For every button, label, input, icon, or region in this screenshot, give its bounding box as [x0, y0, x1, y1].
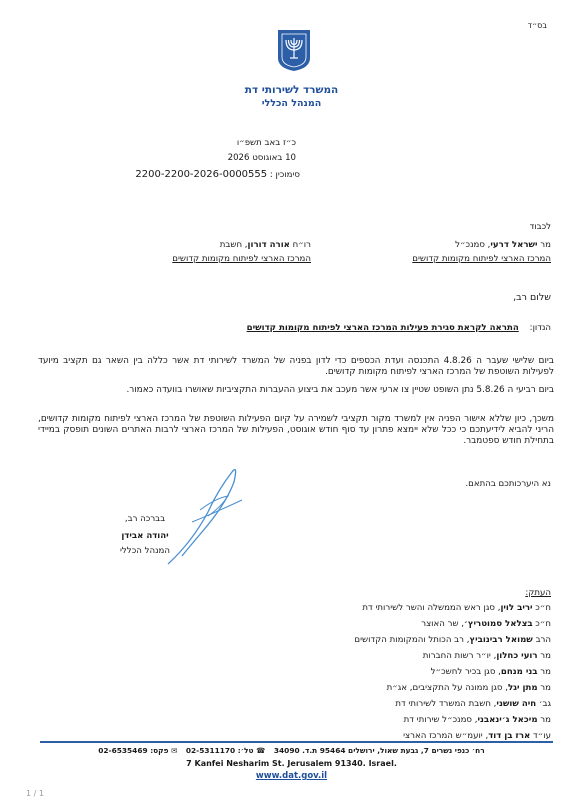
cc-role: , סגן ממונה על התקציבים, אג״ת [386, 683, 508, 693]
cc-name: מתן יגל [507, 683, 538, 693]
website-link[interactable]: www.dat.gov.il [255, 771, 328, 781]
to-label: לכבוד [529, 222, 551, 232]
footer-rule [40, 741, 553, 743]
cc-prefix: מר [540, 715, 551, 725]
footer-address-en: 7 Kanfei Nesharim St. Jerusalem 91340. Israel. [186, 759, 397, 768]
bsd-mark: בס״ד [527, 21, 547, 30]
recipient-1 [455, 240, 551, 251]
reference-number: 2200-2200-2026-0000555 [135, 169, 268, 180]
cc-label: העתק: [525, 588, 551, 598]
cc-name: מיכאל ג׳ינאבני [477, 715, 538, 725]
cc-prefix: ח״כ [535, 619, 551, 629]
cc-name: בני מנחם [500, 667, 538, 677]
cc-prefix: עו״ד [533, 731, 551, 741]
recipient-name: אורה דורון [247, 240, 290, 250]
cc-prefix: מר [540, 667, 551, 677]
cc-item [431, 667, 551, 678]
cc-prefix: הרב [535, 635, 551, 645]
reference-line [90, 169, 300, 181]
cc-role: , רב הכותל והמקומות הקדושים [354, 635, 470, 645]
recipient-name: ישראל דרעי [490, 240, 538, 250]
cc-role: , שר האוצר [421, 619, 465, 629]
footer-phone: טל׳: 02-5311170 [185, 746, 254, 755]
cc-role: , יועמ״ש המרכז הארצי [403, 731, 489, 741]
cc-item [395, 699, 551, 710]
cc-prefix: מר [540, 651, 551, 661]
cc-item [404, 715, 551, 726]
cc-name: בצלאל סמוטריץ׳ [464, 619, 533, 629]
division-name: המנהל הכללי [261, 98, 322, 109]
signer-name: יהודה אבידן [121, 531, 169, 541]
subject-line [247, 323, 551, 334]
paragraph-1: ביום שלישי שעבר ה 4.8.26 התכנסה ועדת הכספים כדי לדון בפניה של המשרד לשירותי דת אשר כללה בין השאר גם תקציב מיועד לפעילות השוטפת של המרכז הארצי לפיתוח מקומות קדושים. [38, 356, 554, 378]
ministry-name: המשרד לשירותי דת [244, 84, 339, 96]
cc-prefix: ח״כ [535, 603, 551, 613]
cc-item [387, 683, 551, 694]
fax-icon: ✉ [171, 746, 178, 755]
reference-label: סימוכין : [269, 170, 300, 180]
cc-prefix: גב׳ [538, 699, 551, 709]
cc-name: שמואל רבינוביץ [469, 635, 533, 645]
subject-text: התראה לקראת סגירת פעילות המרכז הארצי לפיתוח מקומות קדושים [246, 323, 519, 333]
recipient-2-org: המרכז הארצי לפיתוח מקומות קדושים [172, 254, 311, 264]
paragraph-3: משכך, כיון שללא אישור הפניה אין למשרד מקור תקציבי לשמירה על קיום הפעילות השוטפת של המרכז הארצי לפיתוח מקומות קדושים, הריני להביא לידיעתכם כי ככל שלא יימצא פתרון עד סוף חודש אוגוסט, הפעילות של המרכז הארצי לרבות האתרים השונים תופסק במיידי בתחילת חודש ספטמבר. [38, 414, 554, 447]
cc-role: , סגן בכיר לחשכ״ל [430, 667, 501, 677]
gregorian-date: 10 באוגוסט 2026 [227, 153, 296, 163]
cc-role: , חשבת המשרד לשירותי דת [395, 699, 497, 709]
footer-street: רח׳ כנפי נשרים 7, גבעת שאול, ירושלים 95464 ת.ד. 34090 [273, 746, 485, 755]
cc-item [354, 635, 551, 646]
regards: בברכה רב, [124, 514, 166, 524]
cc-role: , יו״ר רשות החברות [422, 651, 497, 661]
cc-name: חיה שושני [496, 699, 537, 709]
paragraph-2: ביום רביעי ה 5.8.26 נתן השופט שטיין צו ארעי אשר מעכב את ביצוע ההעברות התקציביות שאושרו בוועדה כאמור. [126, 385, 554, 395]
cc-item [423, 651, 551, 662]
cc-prefix: מר [540, 683, 551, 693]
subject-label: הנדון: [529, 323, 551, 333]
cc-role: , סגן ראש הממשלה והשר לשירותי דת [362, 603, 501, 613]
closing-request: נא היערכותכם בהתאם. [465, 479, 551, 489]
recipient-2 [220, 240, 311, 251]
recipient-prefix: רו״ח [292, 240, 311, 250]
footer-address-he [0, 746, 583, 755]
page-indicator: 1 / 1 [26, 789, 44, 798]
hebrew-date: כ״ז באב תשפ״ו [236, 138, 296, 148]
recipient-role: , חשבת [219, 240, 248, 250]
recipient-1-org: המרכז הארצי לפיתוח מקומות קדושים [412, 254, 551, 264]
cc-item [362, 603, 551, 614]
phone-icon: ☎ [256, 746, 266, 755]
cc-name: רועי כחלון [496, 651, 538, 661]
cc-name: ארז בן דוד [488, 731, 531, 741]
cc-role: , סמנכ״ל שירותי דת [403, 715, 478, 725]
footer-fax: פקס: 02-6535469 [98, 746, 169, 755]
cc-name: יריב לוין [500, 603, 533, 613]
cc-item [421, 619, 551, 630]
signer-title: המנהל הכללי [120, 546, 170, 556]
state-emblem-icon [276, 28, 312, 72]
greeting: שלום רב, [513, 292, 551, 303]
recipient-prefix: מר [540, 240, 551, 250]
recipient-role: , סמנכ״ל [455, 240, 491, 250]
